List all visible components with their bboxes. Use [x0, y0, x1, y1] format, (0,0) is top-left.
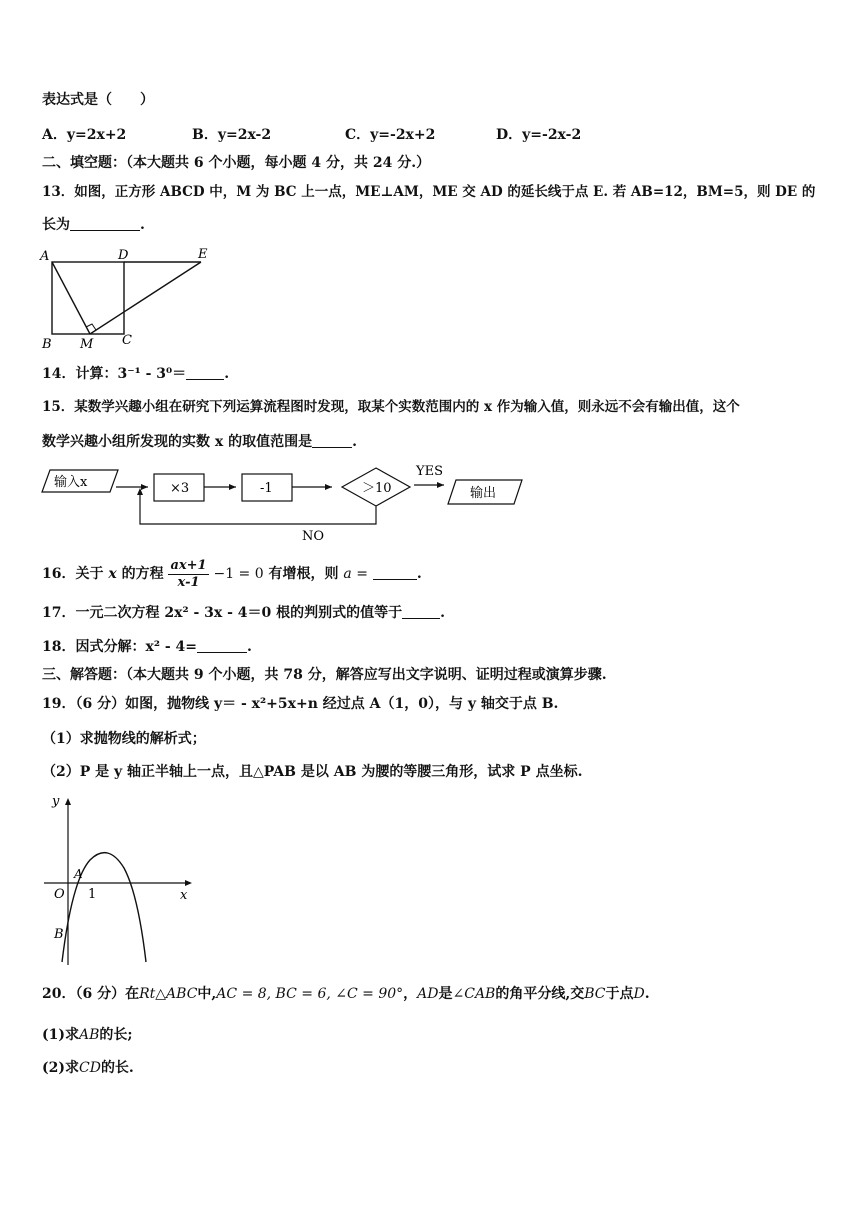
- flow-output-label: 输出: [470, 486, 497, 501]
- flow-input-label: 输入x: [54, 475, 88, 490]
- x-axis-arrow: [185, 880, 192, 886]
- q12-option-c: C．y=-2x+2: [345, 127, 436, 143]
- q13-prefix: 长为: [42, 217, 70, 233]
- q20-sub1-math: AB: [79, 1027, 100, 1043]
- y-axis-arrow: [65, 798, 71, 805]
- q20-math2: AC = 8, BC = 6, ∠C = 90°: [216, 986, 404, 1002]
- q19-sub1: （1）求抛物线的解析式；: [42, 731, 206, 747]
- q14-suffix: .: [224, 366, 230, 382]
- q20-prefix: 20．（6 分）在: [42, 986, 140, 1002]
- q16-text2: 有增根，则: [268, 566, 339, 582]
- label-b: B: [54, 927, 64, 942]
- q20-line: [42, 984, 650, 1004]
- figure-19-parabola: [40, 790, 200, 968]
- q20-math4: ∠CAB: [452, 986, 496, 1002]
- flow-no-label: NO: [302, 529, 325, 544]
- q20-mid5: 于点: [605, 986, 634, 1002]
- label-b: B: [42, 337, 52, 352]
- q14-prefix: 14．计算：3⁻¹ - 3⁰＝: [42, 366, 187, 382]
- segment-me: [90, 262, 201, 334]
- q12-option-d: D．y=-2x-2: [496, 127, 582, 143]
- q18-suffix: .: [247, 639, 252, 655]
- label-1: 1: [88, 887, 97, 902]
- q20-mid2: ，: [403, 986, 418, 1002]
- q20-mid3: 是: [438, 986, 453, 1002]
- q20-sub1: [42, 1025, 133, 1045]
- flow-yes-label: YES: [416, 464, 443, 479]
- label-m: M: [80, 337, 94, 352]
- section-2-heading: 二、填空题：（本大题共 6 个小题，每小题 4 分，共 24 分.）: [42, 155, 431, 171]
- label-a: A: [40, 249, 50, 264]
- q18-prefix: 18．因式分解：x² - 4=: [42, 639, 197, 655]
- figure-13-square: [38, 244, 218, 352]
- q20-mid4: 的角平分线,交: [495, 986, 585, 1002]
- flow-minus1-label: -1: [260, 481, 273, 496]
- q16-prefix: 16．关于: [42, 566, 104, 582]
- q17-line: [42, 603, 445, 623]
- q13-line2: [42, 215, 145, 235]
- q20-math3: AD: [417, 986, 439, 1002]
- label-d: D: [118, 248, 129, 263]
- q15-suffix: .: [352, 434, 357, 450]
- flow-arrowhead-1: [141, 484, 148, 490]
- q14-line: [42, 364, 229, 384]
- q17-prefix: 17．一元二次方程 2x² - 3x - 4＝0 根的判别式的值等于: [42, 605, 403, 621]
- q17-answer-blank[interactable]: [402, 604, 440, 619]
- flow-times3-label: ×3: [170, 481, 190, 496]
- q17-suffix: .: [440, 605, 446, 621]
- q14-answer-blank[interactable]: [186, 365, 224, 380]
- q12-option-b: B．y=2x-2: [192, 127, 272, 143]
- flow-arrowhead-3: [325, 484, 332, 490]
- q18-line: [42, 637, 252, 657]
- q13-answer-blank[interactable]: [70, 216, 140, 231]
- q12-tail: 表达式是（ ）: [42, 92, 154, 108]
- q12-option-a: A．y=2x+2: [42, 127, 127, 143]
- label-y: y: [52, 794, 60, 809]
- q16-fraction: [168, 558, 208, 591]
- q19-line1: 19．（6 分）如图，抛物线 y＝ - x²+5x+n 经过点 A（1，0），与 y 轴交于点 B.: [42, 696, 559, 712]
- q20-sub2-prefix: (2)求: [42, 1060, 79, 1076]
- q15-line1: 15．某数学兴趣小组在研究下列运算流程图时发现，取某个实数范围内的 x 作为输入值，则永远不会有输出值，这个: [42, 399, 740, 415]
- q15-answer-blank[interactable]: [312, 433, 352, 448]
- label-a: A: [74, 867, 83, 881]
- q16-answer-blank[interactable]: [373, 565, 417, 580]
- flow-arrowhead-2: [229, 484, 236, 490]
- q19-sub2: （2）P 是 y 轴正半轴上一点，且△PAB 是以 AB 为腰的等腰三角形，试求 P 点坐标.: [42, 764, 583, 780]
- q20-sub1-prefix: (1)求: [42, 1027, 79, 1043]
- segment-am: [52, 262, 90, 334]
- q16-numerator: ax+1: [170, 557, 207, 573]
- square-abcd: [52, 262, 124, 334]
- section-3-heading: 三、解答题：（本大题共 9 个小题，共 78 分，解答应写出文字说明、证明过程或演算步骤.: [42, 667, 607, 683]
- label-o: O: [54, 887, 65, 902]
- q16-var: x: [108, 566, 117, 582]
- flow-arrowhead-yes: [437, 482, 444, 488]
- q16-line: [42, 556, 422, 592]
- flow-loop-line: [140, 494, 376, 524]
- flowchart: [38, 458, 538, 548]
- q20-sub2: [42, 1058, 134, 1078]
- q20-mid1: 中,: [197, 986, 217, 1002]
- q16-a: a =: [343, 566, 368, 582]
- q15-line2: [42, 432, 357, 452]
- q16-equation: −1 = 0: [213, 566, 264, 582]
- q20-suffix: .: [644, 986, 650, 1002]
- q16-suffix: .: [416, 566, 422, 582]
- q13-suffix: .: [140, 217, 145, 233]
- q20-math6: D: [633, 986, 645, 1002]
- q16-denominator: x-1: [177, 574, 200, 590]
- q13-line1: 13．如图，正方形 ABCD 中，M 为 BC 上一点，ME⊥AM，ME 交 AD 的延长线于点 E. 若 AB=12，BM=5，则 DE 的: [42, 184, 816, 200]
- q16-mid: 的方程: [121, 566, 164, 582]
- q15-prefix: 数学兴趣小组所发现的实数 x 的取值范围是: [42, 434, 313, 450]
- q20-sub2-suffix: 的长.: [100, 1060, 134, 1076]
- q18-answer-blank[interactable]: [197, 638, 247, 653]
- label-c: C: [122, 333, 132, 348]
- label-e: E: [198, 247, 208, 262]
- q20-sub1-suffix: 的长;: [99, 1027, 133, 1043]
- flow-condition-label: ＞10: [362, 481, 392, 496]
- q20-math1: Rt△ABC: [139, 986, 198, 1002]
- q20-sub2-math: CD: [79, 1060, 101, 1076]
- label-x: x: [180, 888, 188, 903]
- q20-math5: BC: [584, 986, 606, 1002]
